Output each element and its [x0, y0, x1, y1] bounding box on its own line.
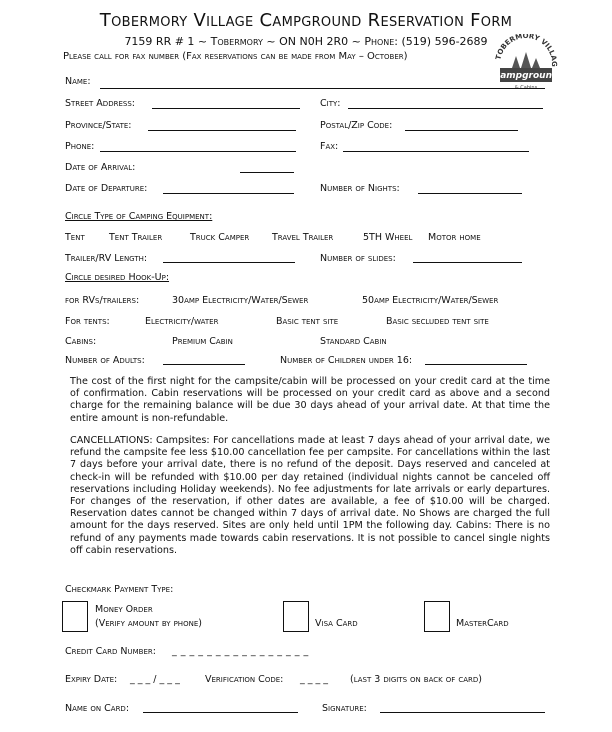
campground-logo [494, 34, 558, 92]
equipment-option-travel-trailer[interactable]: Travel Trailer [272, 232, 334, 243]
cc-number-label: Credit Card Number: [65, 646, 156, 657]
name-label: Name: [65, 76, 91, 87]
city-label: City: [320, 98, 341, 109]
equipment-option-fifth-wheel[interactable]: 5TH Wheel [363, 232, 413, 243]
province-label: Province/State: [65, 120, 132, 131]
province-field[interactable] [148, 130, 296, 131]
slides-field[interactable] [413, 262, 522, 263]
name-field[interactable] [100, 88, 545, 89]
hookup-rv-50amp[interactable]: 50amp Electricity/Water/Sewer [362, 295, 499, 306]
arrival-label: Date of Arrival: [65, 162, 136, 173]
cc-number-field[interactable]: _ _ _ _ _ _ _ _ _ _ _ _ _ _ _ _ [172, 646, 309, 657]
children-field[interactable] [425, 364, 527, 365]
trailer-length-label: Trailer/RV Length: [65, 253, 148, 264]
street-field[interactable] [152, 108, 300, 109]
adults-label: Number of Adults: [65, 355, 145, 366]
hookup-tent-basic[interactable]: Basic tent site [276, 316, 339, 327]
departure-label: Date of Departure: [65, 183, 148, 194]
street-label: Street Address: [65, 98, 135, 109]
nights-field[interactable] [418, 193, 522, 194]
postal-label: Postal/Zip Code: [320, 120, 393, 131]
visa-checkbox[interactable] [283, 601, 309, 632]
money-order-checkbox[interactable] [62, 601, 88, 632]
cancellation-policy-text: CANCELLATIONS: Campsites: For cancellations made at least 7 days ahead of your arrival date, we refund the campsite fee less $10.00 cancellation fee per campsite. For cancellations within the last 7 days before your arrival date, there is no refund of the deposit. Days reserved and canceled at check-in will be refunded with $10.00 per day retained (individual nights cannot be canceled off reservations including Holiday weekends). No fee adjustments for late arrivals or early departures. For changes of the reservation, if other dates are available, a fee of $10.00 will be charged. Reservation dates cannot be changed within 7 days of arrival date. No Shows are charged the full amount for the days reserved. Sites are only held until 1PM the following day. Cabins: There is no refund of any payments made towards cabin reservations. It is not possible to cancel single nights off cabin reservations. [70, 435, 550, 556]
money-order-note: (Verify amount by phone) [95, 618, 202, 629]
phone-field[interactable] [100, 151, 296, 152]
payment-policy-text: The cost of the first night for the campsite/cabin will be processed on your credit card at the time of confirmation. Cabin reservations will be processed on your credit card as above and a second charge for the remaining balance will be due 30 days ahead of your arrival date. At that time the entire amount is non-refundable. [70, 376, 550, 424]
verification-field[interactable]: _ _ _ _ [300, 674, 329, 685]
verification-note: (last 3 digits on back of card) [350, 674, 482, 685]
fax-label: Fax: [320, 141, 339, 152]
tent-label: For tents: [65, 316, 110, 327]
verification-label: Verification Code: [205, 674, 284, 685]
cabin-premium[interactable]: Premium Cabin [172, 336, 233, 347]
city-field[interactable] [348, 108, 543, 109]
contact-address: 7159 RR # 1 ~ Tobermory ~ ON N0H 2R0 ~ Phone: (519) 596-2689 [124, 35, 488, 48]
logo-sub: & Cabins [514, 85, 538, 91]
cabin-label: Cabins: [65, 336, 97, 347]
name-on-card-label: Name on Card: [65, 703, 130, 714]
equipment-option-tent-trailer[interactable]: Tent Trailer [109, 232, 163, 243]
form-title: Tobermory Village Campground Reservation Form [99, 10, 513, 31]
slides-label: Number of slides: [320, 253, 396, 264]
mastercard-checkbox[interactable] [424, 601, 450, 632]
trailer-length-field[interactable] [163, 262, 295, 263]
rv-label: for RVs/trailers: [65, 295, 140, 306]
expiry-label: Expiry Date: [65, 674, 118, 685]
nights-label: Number of Nights: [320, 183, 400, 194]
postal-field[interactable] [405, 130, 518, 131]
departure-field[interactable] [163, 193, 294, 194]
fax-field[interactable] [343, 151, 529, 152]
adults-field[interactable] [163, 364, 245, 365]
arrival-field[interactable] [240, 172, 294, 173]
money-order-label: Money Order [95, 604, 153, 615]
logo-arc-text: TOBERMORY VILLAG [494, 34, 558, 67]
fax-note: Please call for fax number (Fax reservations can be made from May – October) [63, 51, 408, 62]
hookup-rv-30amp[interactable]: 30amp Electricity/Water/Sewer [172, 295, 309, 306]
cabin-standard[interactable]: Standard Cabin [320, 336, 387, 347]
payment-type-heading: Checkmark Payment Type: [65, 584, 174, 595]
logo-name: Campground [494, 71, 558, 81]
phone-label: Phone: [65, 141, 95, 152]
name-on-card-field[interactable] [143, 712, 298, 713]
equipment-heading: Circle Type of Camping Equipment: [65, 211, 213, 222]
signature-label: Signature: [322, 703, 367, 714]
hookup-heading: Circle desired Hook-Up: [65, 272, 170, 283]
mastercard-label: MasterCard [456, 618, 509, 629]
equipment-option-tent[interactable]: Tent [65, 232, 85, 243]
hookup-tent-secluded[interactable]: Basic secluded tent site [386, 316, 489, 327]
equipment-option-truck-camper[interactable]: Truck Camper [190, 232, 250, 243]
expiry-field[interactable]: _ _ _ / _ _ _ [130, 674, 180, 685]
hookup-tent-electricity[interactable]: Electricity/water [145, 316, 219, 327]
visa-label: Visa Card [315, 618, 358, 629]
children-label: Number of Children under 16: [280, 355, 413, 366]
equipment-option-motor-home[interactable]: Motor home [428, 232, 481, 243]
signature-field[interactable] [380, 712, 545, 713]
